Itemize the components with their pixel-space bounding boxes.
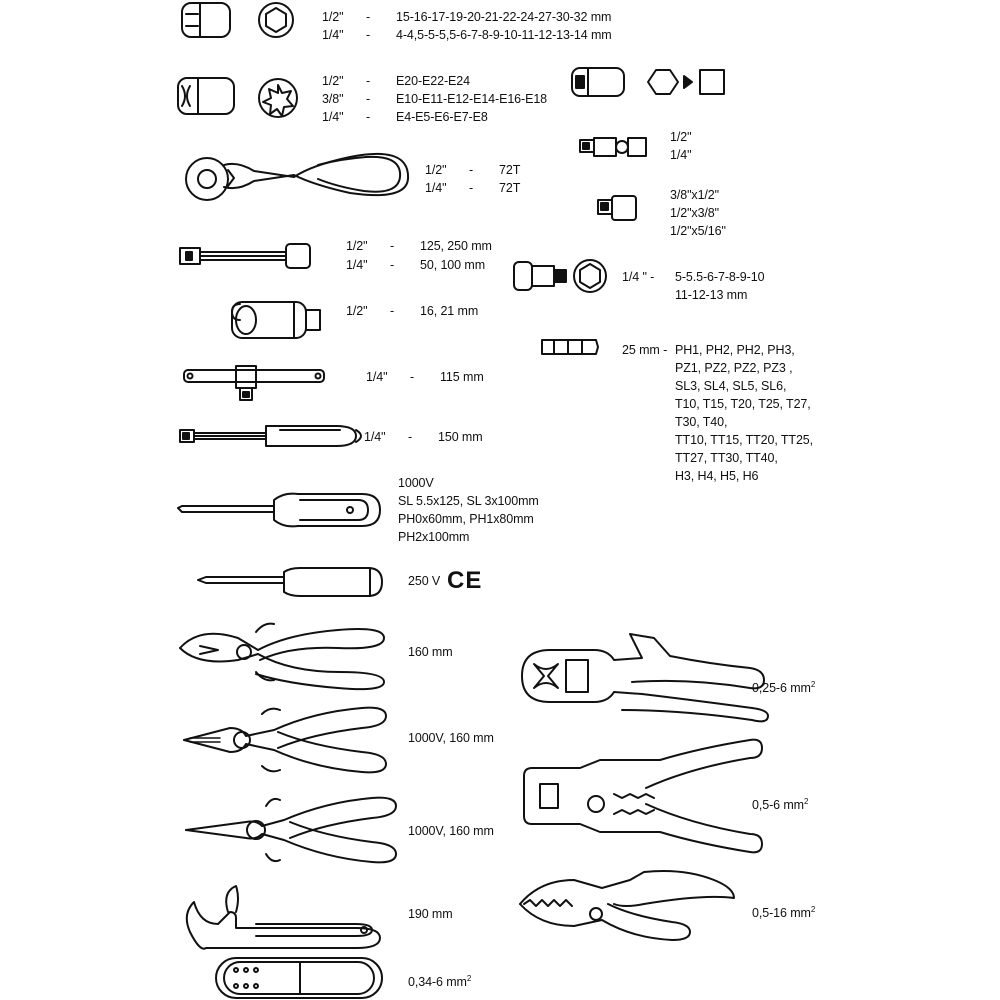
hex-socket-drawing [182,3,293,37]
t-bar-label: 1/4" - 115 mm [366,370,484,384]
ce-mark: CE [447,567,483,594]
extension-row-1: 1/2" - 125, 250 mm [346,239,492,253]
bit-drawing [542,340,598,354]
screwdriver-drawing [178,494,380,527]
wire-stripper-drawing [216,958,382,998]
spark-plug-socket-label: 1/2" - 16, 21 mm [346,304,479,318]
screwdriver-spec: 1000V SL 5.5x125, SL 3x100mm PH0x60mm, PH1x80mm PH2x100mm [398,476,539,544]
spark-plug-socket-drawing [232,302,320,338]
cable-knife-label: 190 mm [408,907,453,921]
bits-prefix: 25 mm - [622,343,668,357]
hex-socket-row-1: 1/2" - 15-16-17-19-20-21-22-24-27-30-32 mm [322,10,612,24]
torx-socket-row-1: 1/2" - E20-E22-E24 [322,74,470,88]
insulated-crimper-label: 0,5-16 $mm^2$ [752,905,816,921]
ferrule-crimper-drawing [522,634,768,721]
bit-socket-values: 5-5.5-6-7-8-9-10 11-12-13 mm [675,270,765,302]
deep-socket-drawing [572,68,724,96]
torx-socket-row-3: 1/4" - E4-E5-E6-E7-E8 [322,110,488,124]
universal-joint-drawing [580,138,646,156]
diagonal-cutter-label: 160 mm [408,645,453,659]
bits-list: PH1, PH2, PH2, PH3, PZ1, PZ2, PZ2, PZ3 , SL3, SL4, SL5, SL6, T10, T15, T20, T25, T27, T30, T40, TT10, TT15, TT20, TT25, TT27, TT30, TT40, H3, H4, H5, H6 [675,343,814,483]
adapter-drawing [598,196,636,220]
ratchet-row-1: 1/2" - 72T [425,163,521,177]
hex-socket-row-2: 1/4" - 4-4,5-5-5,5-6-7-8-9-10-11-12-13-14 mm [322,28,612,42]
diagonal-cutter-drawing [180,624,384,689]
extension-row-2: 1/4" - 50, 100 mm [346,258,486,272]
long-nose-pliers-label: 1000V, 160 mm [408,824,494,838]
extension-bar-drawing [180,244,310,268]
combination-pliers-label: 1000V, 160 mm [408,731,494,745]
cable-knife-drawing [187,886,380,949]
combination-pliers-drawing [184,708,386,773]
ratchet-row-2: 1/4" - 72T [425,181,521,195]
long-nose-pliers-drawing [186,798,396,863]
universal-joint-sizes: 1/2" 1/4" [670,130,692,162]
wire-stripper-label: 0,34-6 $mm^2$ [408,974,472,990]
voltage-tester-label: 250 V [408,574,441,588]
torx-socket-row-2: 3/8" - E10-E11-E12-E14-E16-E18 [322,92,548,106]
torx-socket-drawing [178,78,297,117]
t-bar-drawing [184,366,324,400]
bit-socket-drawing [514,260,606,292]
adapter-sizes: 3/8"x1/2" 1/2"x3/8" 1/2"x5/16" [670,188,726,238]
spinner-handle-drawing [180,426,361,446]
spinner-handle-label: 1/4" - 150 mm [364,430,483,444]
insulated-crimper-drawing [520,871,734,940]
ferrule-crimper-label: 0,25-6 $mm^2$ [752,680,816,696]
voltage-tester-drawing [198,568,382,596]
terminal-crimper-drawing [524,740,762,853]
bit-socket-size: 1/4 " - [622,270,655,284]
terminal-crimper-label: 0,5-6 $mm^2$ [752,797,809,813]
ratchet-drawing [186,154,408,200]
